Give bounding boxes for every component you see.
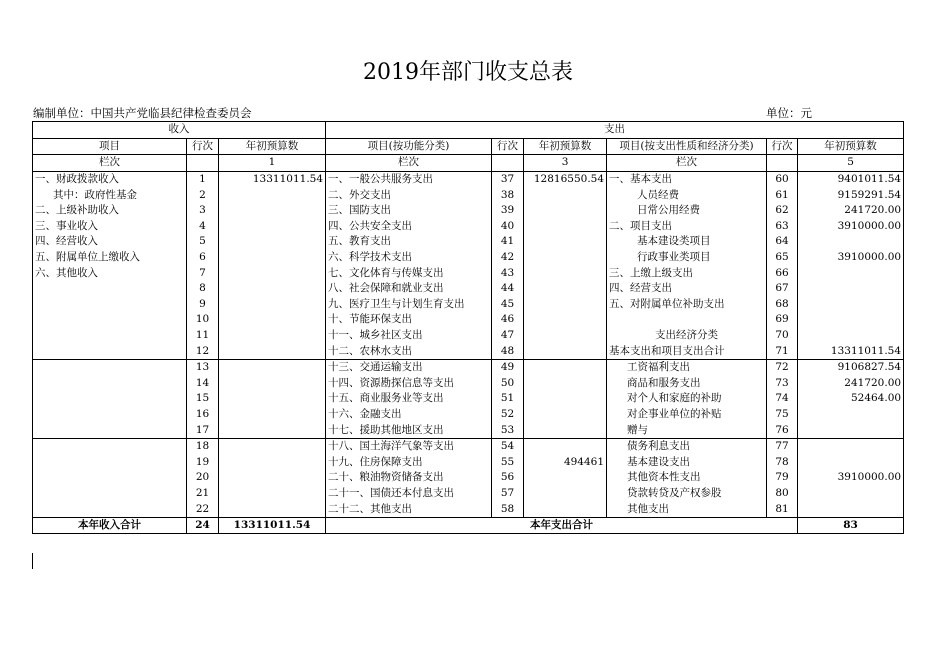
- econ-item: 人员经费: [607, 187, 767, 203]
- econ-row-no: 75: [767, 407, 798, 423]
- lanci-label: 栏次: [326, 155, 492, 172]
- expense-total-row-no: 83: [798, 517, 904, 534]
- income-row-no: 2: [187, 187, 219, 203]
- income-row-no: 17: [187, 422, 219, 438]
- table-row: [33, 328, 904, 344]
- func-row-no: 47: [492, 328, 524, 344]
- income-item: [33, 359, 187, 375]
- econ-row-no: 65: [767, 250, 798, 266]
- empty-cell: [767, 155, 798, 172]
- func-budget: 12816550.54: [524, 171, 607, 187]
- income-row-no: 13: [187, 359, 219, 375]
- econ-row-no: 72: [767, 359, 798, 375]
- income-budget: [219, 297, 326, 313]
- table-row: [33, 359, 904, 375]
- func-item: 十、节能环保支出: [326, 312, 492, 328]
- econ-budget: 9106827.54: [798, 359, 904, 375]
- table-row: [33, 265, 904, 281]
- func-budget: [524, 328, 607, 344]
- func-budget: [524, 501, 607, 517]
- table-row: [33, 219, 904, 235]
- func-item: 五、教育支出: [326, 234, 492, 250]
- econ-item: 赠与: [607, 422, 767, 438]
- econ-budget: 3910000.00: [798, 219, 904, 235]
- func-item: 十七、援助其他地区支出: [326, 422, 492, 438]
- income-item: 六、其他收入: [33, 265, 187, 281]
- func-item: 二、外交支出: [326, 187, 492, 203]
- empty-cell: [187, 155, 219, 172]
- income-budget: [219, 407, 326, 423]
- func-row-no: 52: [492, 407, 524, 423]
- income-budget: [219, 281, 326, 297]
- func-budget: [524, 203, 607, 219]
- income-budget: [219, 486, 326, 502]
- col-header-item: 项目: [33, 138, 187, 155]
- func-item: 十三、交通运输支出: [326, 359, 492, 375]
- table-row: [33, 486, 904, 502]
- econ-row-no: 61: [767, 187, 798, 203]
- table-row: [33, 312, 904, 328]
- econ-row-no: 63: [767, 219, 798, 235]
- table-row: [33, 187, 904, 203]
- func-budget: [524, 219, 607, 235]
- col-header-func: 项目(按功能分类): [326, 138, 492, 155]
- table-row: [33, 343, 904, 359]
- econ-row-no: 79: [767, 470, 798, 486]
- func-row-no: 37: [492, 171, 524, 187]
- econ-budget: [798, 407, 904, 423]
- func-row-no: 45: [492, 297, 524, 313]
- func-row-no: 54: [492, 438, 524, 454]
- income-item: 三、事业收入: [33, 219, 187, 235]
- income-row-no: 5: [187, 234, 219, 250]
- func-budget: [524, 391, 607, 407]
- income-row-no: 4: [187, 219, 219, 235]
- econ-item: 商品和服务支出: [607, 376, 767, 392]
- col-header-row-no: 行次: [492, 138, 524, 155]
- econ-item: 基本建设支出: [607, 454, 767, 470]
- income-budget: 13311011.54: [219, 171, 326, 187]
- table-row: [33, 281, 904, 297]
- income-item: [33, 376, 187, 392]
- income-item: [33, 422, 187, 438]
- income-item: [33, 281, 187, 297]
- income-row-no: 12: [187, 343, 219, 359]
- econ-row-no: 66: [767, 265, 798, 281]
- income-row-no: 10: [187, 312, 219, 328]
- func-budget: [524, 234, 607, 250]
- func-item: 十四、资源勘探信息等支出: [326, 376, 492, 392]
- income-row-no: 20: [187, 470, 219, 486]
- income-row-no: 1: [187, 171, 219, 187]
- econ-budget: [798, 501, 904, 517]
- func-row-no: 41: [492, 234, 524, 250]
- income-total-value: 13311011.54: [219, 517, 326, 534]
- income-item: [33, 312, 187, 328]
- income-item: [33, 486, 187, 502]
- income-item: 五、附属单位上缴收入: [33, 250, 187, 266]
- func-budget: [524, 407, 607, 423]
- econ-item: 贷款转贷及产权参股: [607, 486, 767, 502]
- econ-budget: [798, 265, 904, 281]
- lanci-label: 栏次: [33, 155, 187, 172]
- col-header-econ: 项目(按支出性质和经济分类): [607, 138, 767, 155]
- econ-row-no: 64: [767, 234, 798, 250]
- income-item: 四、经营收入: [33, 234, 187, 250]
- econ-item: 债务利息支出: [607, 438, 767, 454]
- func-item: 二十一、国债还本付息支出: [326, 486, 492, 502]
- func-item: 十九、住房保障支出: [326, 454, 492, 470]
- econ-budget: [798, 486, 904, 502]
- econ-budget: [798, 281, 904, 297]
- econ-budget: 9401011.54: [798, 171, 904, 187]
- econ-item: 对个人和家庭的补助: [607, 391, 767, 407]
- table-edge-line: [32, 553, 33, 569]
- func-budget: [524, 187, 607, 203]
- func-row-no: 43: [492, 265, 524, 281]
- econ-budget: [798, 438, 904, 454]
- func-budget: [524, 343, 607, 359]
- func-budget: [524, 281, 607, 297]
- income-row-no: 16: [187, 407, 219, 423]
- econ-item: 工资福利支出: [607, 359, 767, 375]
- econ-budget: [798, 454, 904, 470]
- report-title: 2019年部门收支总表: [363, 60, 573, 85]
- column-index: 1: [219, 155, 326, 172]
- econ-budget: [798, 328, 904, 344]
- income-item: 二、上级补助收入: [33, 203, 187, 219]
- func-item: 八、社会保障和就业支出: [326, 281, 492, 297]
- func-row-no: 57: [492, 486, 524, 502]
- econ-row-no: 77: [767, 438, 798, 454]
- column-index: 5: [798, 155, 904, 172]
- econ-row-no: 71: [767, 343, 798, 359]
- econ-budget: 13311011.54: [798, 343, 904, 359]
- income-row-no: 8: [187, 281, 219, 297]
- income-row-no: 3: [187, 203, 219, 219]
- func-budget: [524, 250, 607, 266]
- econ-row-no: 78: [767, 454, 798, 470]
- econ-item: 二、项目支出: [607, 219, 767, 235]
- econ-budget: 241720.00: [798, 376, 904, 392]
- func-row-no: 46: [492, 312, 524, 328]
- column-header-row: [33, 138, 904, 155]
- income-budget: [219, 250, 326, 266]
- income-row-no: 7: [187, 265, 219, 281]
- func-row-no: 58: [492, 501, 524, 517]
- table-row: [33, 438, 904, 454]
- func-item: 六、科学技术支出: [326, 250, 492, 266]
- func-item: 七、文化体育与传媒支出: [326, 265, 492, 281]
- expense-total-label: 本年支出合计: [326, 517, 798, 534]
- func-item: 一、一般公共服务支出: [326, 171, 492, 187]
- income-row-no: 9: [187, 297, 219, 313]
- econ-item: [607, 312, 767, 328]
- table-row: [33, 422, 904, 438]
- income-budget: [219, 391, 326, 407]
- func-budget: [524, 297, 607, 313]
- func-item: 九、医疗卫生与计划生育支出: [326, 297, 492, 313]
- econ-budget: 241720.00: [798, 203, 904, 219]
- table-row: [33, 391, 904, 407]
- func-item: 十二、农林水支出: [326, 343, 492, 359]
- income-budget: [219, 422, 326, 438]
- table-row: [33, 234, 904, 250]
- econ-item: 对企事业单位的补贴: [607, 407, 767, 423]
- econ-item: 支出经济分类: [607, 328, 767, 344]
- income-budget: [219, 187, 326, 203]
- econ-budget: 52464.00: [798, 391, 904, 407]
- income-budget: [219, 501, 326, 517]
- income-row-no: 22: [187, 501, 219, 517]
- func-row-no: 51: [492, 391, 524, 407]
- econ-item: 基本建设类项目: [607, 234, 767, 250]
- func-budget: [524, 265, 607, 281]
- income-item: [33, 297, 187, 313]
- table-row: [33, 297, 904, 313]
- func-row-no: 44: [492, 281, 524, 297]
- budget-summary-table: [32, 121, 904, 534]
- table-row: [33, 407, 904, 423]
- func-budget: [524, 470, 607, 486]
- econ-item: 其他资本性支出: [607, 470, 767, 486]
- currency-unit-label: 单位：元: [766, 106, 812, 120]
- section-header-row: [33, 122, 904, 139]
- income-total-label: 本年收入合计: [33, 517, 187, 534]
- income-row-no: 6: [187, 250, 219, 266]
- col-header-row-no: 行次: [187, 138, 219, 155]
- income-budget: [219, 312, 326, 328]
- organization-label: 编制单位：中国共产党临县纪律检查委员会: [33, 106, 252, 120]
- income-item: [33, 407, 187, 423]
- econ-item: 其他支出: [607, 501, 767, 517]
- income-row-no: 21: [187, 486, 219, 502]
- income-budget: [219, 343, 326, 359]
- func-row-no: 49: [492, 359, 524, 375]
- econ-row-no: 81: [767, 501, 798, 517]
- income-item: 一、财政拨款收入: [33, 171, 187, 187]
- income-item: [33, 328, 187, 344]
- income-section-header: 收入: [33, 122, 326, 139]
- income-budget: [219, 234, 326, 250]
- income-item: [33, 391, 187, 407]
- func-budget: [524, 486, 607, 502]
- econ-item: 五、对附属单位补助支出: [607, 297, 767, 313]
- func-row-no: 48: [492, 343, 524, 359]
- func-row-no: 56: [492, 470, 524, 486]
- econ-row-no: 74: [767, 391, 798, 407]
- econ-budget: [798, 234, 904, 250]
- table-row: [33, 203, 904, 219]
- income-item: 其中：政府性基金: [33, 187, 187, 203]
- func-row-no: 40: [492, 219, 524, 235]
- func-row-no: 50: [492, 376, 524, 392]
- income-row-no: 15: [187, 391, 219, 407]
- income-budget: [219, 470, 326, 486]
- income-item: [33, 501, 187, 517]
- total-row: [33, 517, 904, 534]
- econ-item: 三、上缴上级支出: [607, 265, 767, 281]
- col-header-row-no: 行次: [767, 138, 798, 155]
- func-item: 十六、金融支出: [326, 407, 492, 423]
- lanci-label: 栏次: [607, 155, 767, 172]
- income-budget: [219, 328, 326, 344]
- func-item: 四、公共安全支出: [326, 219, 492, 235]
- expense-section-header: 支出: [326, 122, 904, 139]
- func-row-no: 55: [492, 454, 524, 470]
- func-budget: 494461: [524, 454, 607, 470]
- table-row: [33, 376, 904, 392]
- econ-item: 基本支出和项目支出合计: [607, 343, 767, 359]
- income-budget: [219, 376, 326, 392]
- econ-row-no: 80: [767, 486, 798, 502]
- econ-row-no: 73: [767, 376, 798, 392]
- econ-row-no: 67: [767, 281, 798, 297]
- func-row-no: 38: [492, 187, 524, 203]
- econ-item: 日常公用经费: [607, 203, 767, 219]
- table-row: [33, 250, 904, 266]
- econ-budget: [798, 297, 904, 313]
- income-item: [33, 438, 187, 454]
- econ-row-no: 60: [767, 171, 798, 187]
- func-budget: [524, 422, 607, 438]
- income-budget: [219, 203, 326, 219]
- table-row: [33, 171, 904, 187]
- column-index-row: [33, 155, 904, 172]
- income-budget: [219, 219, 326, 235]
- func-item: 二十、粮油物资储备支出: [326, 470, 492, 486]
- col-header-budget: 年初预算数: [798, 138, 904, 155]
- income-budget: [219, 454, 326, 470]
- empty-cell: [492, 155, 524, 172]
- econ-item: 一、基本支出: [607, 171, 767, 187]
- econ-budget: [798, 422, 904, 438]
- econ-row-no: 69: [767, 312, 798, 328]
- col-header-budget: 年初预算数: [524, 138, 607, 155]
- econ-item: 四、经营支出: [607, 281, 767, 297]
- table-row: [33, 454, 904, 470]
- func-budget: [524, 312, 607, 328]
- income-item: [33, 454, 187, 470]
- income-row-no: 11: [187, 328, 219, 344]
- table-row: [33, 470, 904, 486]
- func-budget: [524, 438, 607, 454]
- income-budget: [219, 359, 326, 375]
- econ-row-no: 76: [767, 422, 798, 438]
- func-budget: [524, 359, 607, 375]
- income-item: [33, 470, 187, 486]
- income-row-no: 14: [187, 376, 219, 392]
- econ-item: 行政事业类项目: [607, 250, 767, 266]
- column-index: 3: [524, 155, 607, 172]
- econ-row-no: 70: [767, 328, 798, 344]
- income-budget: [219, 438, 326, 454]
- func-budget: [524, 376, 607, 392]
- table-row: [33, 501, 904, 517]
- func-row-no: 39: [492, 203, 524, 219]
- col-header-budget: 年初预算数: [219, 138, 326, 155]
- income-budget: [219, 265, 326, 281]
- econ-budget: 3910000.00: [798, 250, 904, 266]
- func-item: 三、国防支出: [326, 203, 492, 219]
- income-row-no: 18: [187, 438, 219, 454]
- econ-budget: [798, 312, 904, 328]
- func-item: 十一、城乡社区支出: [326, 328, 492, 344]
- income-row-no: 19: [187, 454, 219, 470]
- econ-budget: 3910000.00: [798, 470, 904, 486]
- func-row-no: 53: [492, 422, 524, 438]
- func-item: 十八、国土海洋气象等支出: [326, 438, 492, 454]
- econ-row-no: 62: [767, 203, 798, 219]
- econ-budget: 9159291.54: [798, 187, 904, 203]
- income-total-row-no: 24: [187, 517, 219, 534]
- income-item: [33, 343, 187, 359]
- func-row-no: 42: [492, 250, 524, 266]
- func-item: 十五、商业服务业等支出: [326, 391, 492, 407]
- func-item: 二十二、其他支出: [326, 501, 492, 517]
- econ-row-no: 68: [767, 297, 798, 313]
